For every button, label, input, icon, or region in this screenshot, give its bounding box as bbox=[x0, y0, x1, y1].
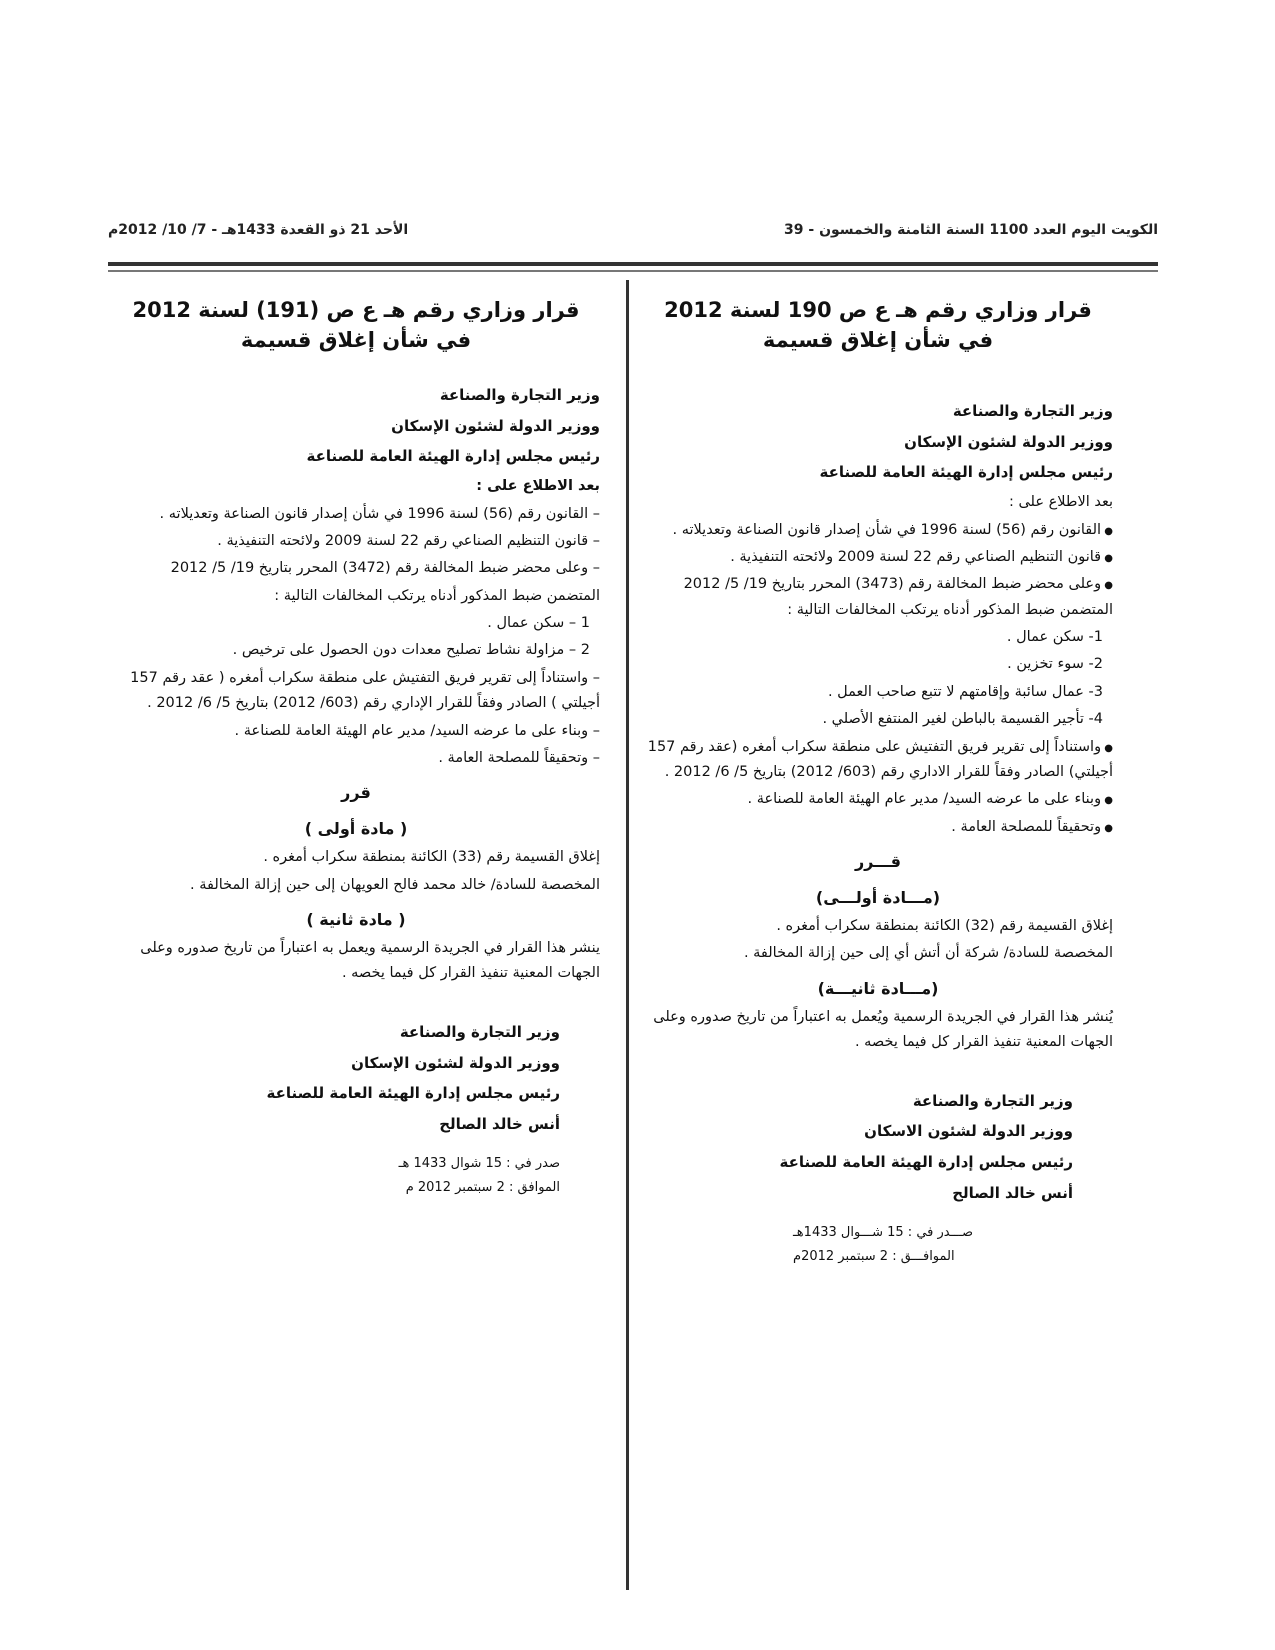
column-divider bbox=[626, 280, 629, 1590]
signature-name: أنس خالد الصالح bbox=[439, 1115, 560, 1133]
decree-190-decides: قـــرر bbox=[854, 852, 902, 871]
article-text: المخصصة للسادة/ خالد محمد فالح العويهان إلى حين إزالة المخالفة . bbox=[190, 876, 600, 893]
preamble-item: ● وبناء على ما عرضه السيد/ مدير عام الهيئة العامة للصناعة . bbox=[643, 787, 1113, 812]
running-header bbox=[108, 222, 1158, 250]
decree-191-article1-heading: ( مادة أولى ) bbox=[304, 819, 408, 839]
header-rule bbox=[108, 262, 1158, 266]
violation-item: 3- عمال سائبة وإقامتهم لا تتبع صاحب العمل . bbox=[827, 683, 1103, 700]
violation-item: 4- تأجير القسيمة بالباطن لغير المنتفع الأصلي . bbox=[822, 711, 1103, 728]
authority-line: وزير التجارة والصناعة bbox=[439, 385, 600, 404]
preamble-item: – القانون رقم (56) لسنة 1996 في شأن إصدار قانون الصناعة وتعديلاته . bbox=[159, 505, 600, 522]
decree-190-article1-heading: (مـــادة أولـــى) bbox=[815, 888, 941, 907]
article-text: المخصصة للسادة/ شركة أن أتش أي إلى حين إزالة المخالفة . bbox=[743, 945, 1113, 962]
decree-190-title-line2: في شأن إغلاق قسيمة bbox=[762, 328, 994, 353]
decree-191-decides: قرر bbox=[341, 783, 371, 803]
preamble-item: ● واستناداً إلى تقرير فريق التفتيش على منطقة سكراب أمغره (عقد رقم 157 أجيلتي) الصادر وفقاً للقرار الاداري رقم (603/ 2012) بتاريخ 5/ 6/ 2012 . bbox=[643, 735, 1113, 786]
decree-191-authority bbox=[112, 380, 600, 472]
decree-191-title-line1: قرار وزاري رقم هـ ع ص (191) لسنة 2012 bbox=[132, 298, 580, 322]
authority-line: ووزير الدولة لشئون الإسكان bbox=[391, 416, 600, 435]
preamble-item: ● قانون التنظيم الصناعي رقم 22 لسنة 2009 ولائحته التنفيذية . bbox=[643, 545, 1113, 570]
issued-hijri: صـــدر في : 15 شـــوال 1433هـ bbox=[793, 1224, 974, 1240]
preamble-item: – وتحقيقاً للمصلحة العامة . bbox=[438, 749, 600, 766]
preamble-item: المتضمن ضبط المذكور أدناه يرتكب المخالفات التالية : bbox=[274, 587, 600, 604]
violation-item: 1 – سكن عمال . bbox=[487, 615, 590, 631]
signature-line: رئيس مجلس إدارة الهيئة العامة للصناعة bbox=[779, 1153, 1073, 1171]
preamble-intro: بعد الاطلاع على : bbox=[1008, 494, 1113, 511]
violation-item: 2- سوء تخزين . bbox=[1007, 656, 1103, 673]
decree-190-article2-heading: (مـــادة ثانيـــة) bbox=[817, 978, 939, 998]
signature-line: وزير التجارة والصناعة bbox=[399, 1022, 560, 1041]
violation-item: 1- سكن عمال . bbox=[1006, 629, 1103, 645]
decree-190-column bbox=[643, 295, 1113, 1270]
preamble-item: ● وعلى محضر ضبط المخالفة رقم (3473) المحرر بتاريخ 19/ 5/ 2012 المتضمن ضبط المذكور أدناه يرتكب المخالفات التالية : bbox=[643, 572, 1113, 623]
preamble-item: ● وتحقيقاً للمصلحة العامة . bbox=[643, 815, 1113, 840]
signature-line: وزير التجارة والصناعة bbox=[912, 1091, 1073, 1110]
decree-191-preamble bbox=[112, 474, 600, 771]
preamble-item: – وعلى محضر ضبط المخالفة رقم (3472) المحرر بتاريخ 19/ 5/ 2012 bbox=[170, 560, 600, 577]
header-rule-thin bbox=[108, 270, 1158, 272]
decree-191-column bbox=[112, 295, 600, 1201]
article-text: ينشر هذا القرار في الجريدة الرسمية ويعمل به اعتباراً من تاريخ صدوره وعلى الجهات المعنية تنفيذ القرار كل فيما يخصه . bbox=[140, 940, 600, 982]
article-text: إغلاق القسيمة رقم (33) الكائنة بمنطقة سكراب أمغره . bbox=[263, 849, 600, 866]
decree-190-authority bbox=[643, 396, 1113, 488]
preamble-item: – وبناء على ما عرضه السيد/ مدير عام الهيئة العامة للصناعة . bbox=[234, 722, 600, 739]
signature-line: ووزير الدولة لشئون الاسكان bbox=[864, 1122, 1073, 1141]
issued-gregorian: الموافـــق : 2 سبتمبر 2012م bbox=[793, 1249, 955, 1265]
authority-line: وزير التجارة والصناعة bbox=[952, 401, 1113, 420]
decree-191-issued bbox=[112, 1152, 600, 1201]
decree-190-preamble bbox=[643, 490, 1113, 840]
article-text: يُنشر هذا القرار في الجريدة الرسمية ويُعمل به اعتباراً من تاريخ صدوره وعلى الجهات المعنية تنفيذ القرار كل فيما يخصه . bbox=[653, 1008, 1113, 1051]
decree-190-title bbox=[643, 295, 1113, 356]
preamble-item: – واستناداً إلى تقرير فريق التفتيش على منطقة سكراب أمغره ( عقد رقم 157 أجيلتي ) الصادر وفقاً للقرار الإداري رقم (603/ 2012) بتاريخ 5/ 6/ 2012 . bbox=[130, 669, 600, 712]
authority-line: ووزير الدولة لشئون الإسكان bbox=[904, 432, 1113, 451]
authority-line: رئيس مجلس إدارة الهيئة العامة للصناعة bbox=[306, 447, 600, 466]
decree-190-title-line1: قرار وزاري رقم هـ ع ص 190 لسنة 2012 bbox=[664, 298, 1092, 322]
violation-item: 2 – مزاولة نشاط تصليح معدات دون الحصول على ترخيص . bbox=[232, 642, 590, 659]
header-date: الأحد 21 ذو القعدة 1433هـ - 7/ 10/ 2012م bbox=[108, 222, 409, 238]
decree-191-title-line2: في شأن إغلاق قسيمة bbox=[240, 328, 472, 353]
article-text: إغلاق القسيمة رقم (32) الكائنة بمنطقة سكراب أمغره . bbox=[776, 918, 1113, 934]
preamble-item: – قانون التنظيم الصناعي رقم 22 لسنة 2009 ولائحته التنفيذية . bbox=[217, 532, 600, 549]
issued-gregorian: الموافق : 2 سبتمبر 2012 م bbox=[405, 1180, 560, 1196]
signature-name: أنس خالد الصالح bbox=[952, 1183, 1073, 1202]
issued-hijri: صدر في : 15 شوال 1433 هـ bbox=[398, 1155, 560, 1171]
header-issue-info: الكويت اليوم العدد 1100 السنة الثامنة والخمسون - 39 bbox=[784, 222, 1158, 238]
decree-191-article2-heading: ( مادة ثانية ) bbox=[306, 910, 406, 929]
signature-line: رئيس مجلس إدارة الهيئة العامة للصناعة bbox=[266, 1084, 560, 1103]
preamble-intro: بعد الاطلاع على : bbox=[476, 478, 600, 495]
signature-line: ووزير الدولة لشئون الإسكان bbox=[351, 1053, 560, 1072]
decree-191-signature bbox=[112, 1017, 600, 1140]
authority-line: رئيس مجلس إدارة الهيئة العامة للصناعة bbox=[819, 463, 1113, 482]
decree-191-title bbox=[112, 295, 600, 356]
preamble-item: ● القانون رقم (56) لسنة 1996 في شأن إصدار قانون الصناعة وتعديلاته . bbox=[643, 518, 1113, 543]
decree-190-signature bbox=[643, 1086, 1113, 1209]
decree-190-issued bbox=[643, 1221, 1113, 1270]
